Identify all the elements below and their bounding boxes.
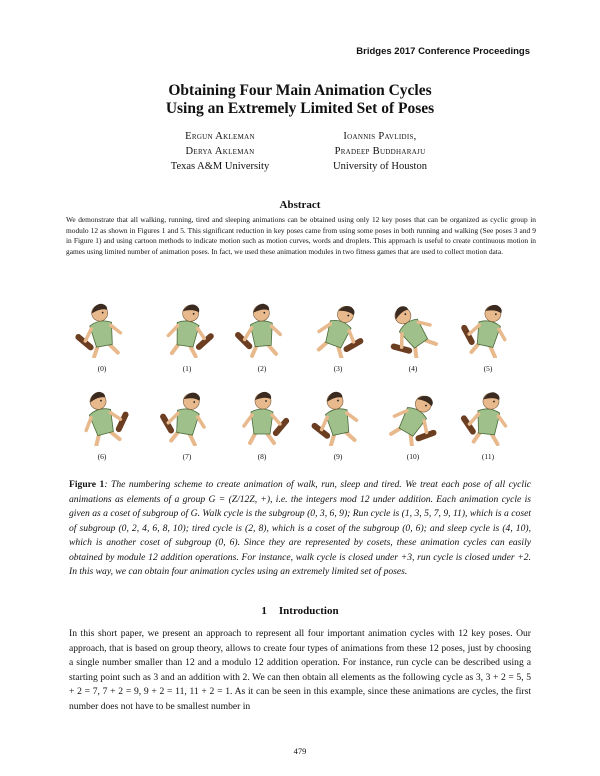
caption-label: Figure 1 — [69, 479, 105, 490]
figure-pose — [308, 388, 368, 463]
caveman-pose-icon — [458, 300, 518, 358]
caveman-pose-icon — [308, 300, 368, 358]
pose-label: (2) — [257, 364, 267, 373]
pose-label: (5) — [483, 364, 493, 373]
figure-pose — [72, 388, 132, 463]
figure-pose — [308, 300, 368, 375]
figure-pose — [383, 300, 443, 375]
caveman-pose-icon — [232, 388, 292, 446]
title-line-1: Obtaining Four Main Animation Cycles — [168, 82, 432, 99]
page-number: 479 — [293, 746, 307, 756]
author-affiliation: University of Houston — [333, 161, 427, 172]
caveman-pose-icon — [383, 388, 443, 446]
author-affiliation: Texas A&M University — [170, 161, 270, 172]
pose-label: (9) — [333, 452, 343, 461]
caveman-pose-icon — [458, 388, 518, 446]
body-paragraph: In this short paper, we present an approach to represent all four important animation cycles with 12 key poses. Our approach, that is based on group theory, allows to create four types of animations from these 12 poses, just by choosing a single number smaller than 12 and a modulo 12 addition operation. For instance, run cycle can be described using a starting point such as 3 and an addition with 2. We can then obtain all elements as the following cycle as 3, 3 + 2 = 5, 5 + 2 = 7, 7 + 2 = 9, 9 + 2 = 11, 11 + 2 = 1. As it can be seen in this example, since these animations are cycles, the first number does not have to be smallest number in — [69, 628, 531, 712]
section-title: Introduction — [278, 605, 339, 617]
abstract-text: We demonstrate that all walking, running, tired and sleeping animations can be obtained using only 12 key poses that can be organized as cyclic group in modulo 12 as shown in Figures 1 and 5. This significant reduction in key poses came from using some poses in both running and walking (See poses 3 and 9 in Figure 1) and using cartoon methods to indicate motion such as motion curves, words and droplets. This approach is useful to create continuous motion in games using limited number of animation poses. In fact, we used these animation modules in two fitness games that are used to collect motion data. — [66, 215, 536, 256]
conference-header: Bridges 2017 Conference Proceedings — [356, 46, 530, 57]
pose-label: (8) — [257, 452, 267, 461]
section-number: 1 — [261, 605, 267, 617]
figure-pose — [383, 388, 443, 463]
caveman-pose-icon — [383, 300, 443, 358]
pose-label: (1) — [182, 364, 192, 373]
pose-label: (11) — [481, 452, 495, 461]
pose-label: (7) — [182, 452, 192, 461]
caveman-pose-icon — [157, 300, 217, 358]
author-name: Ergun Akleman — [185, 131, 255, 142]
caveman-pose-icon — [308, 388, 368, 446]
author-block-right — [310, 129, 450, 174]
figure-pose — [458, 388, 518, 463]
caveman-pose-icon — [72, 388, 132, 446]
pose-label: (4) — [408, 364, 418, 373]
figure-pose — [232, 300, 292, 375]
section-heading — [0, 605, 600, 617]
pose-label: (10) — [406, 452, 420, 461]
paper-title — [0, 82, 600, 118]
pose-label: (3) — [333, 364, 343, 373]
abstract-heading: Abstract — [279, 199, 321, 211]
author-name: Pradeep Buddharaju — [334, 146, 426, 157]
figure-pose — [72, 300, 132, 375]
pose-label: (6) — [97, 452, 107, 461]
caveman-pose-icon — [157, 388, 217, 446]
figure-caption — [69, 478, 531, 580]
figure-pose — [157, 388, 217, 463]
figure-pose — [458, 300, 518, 375]
caption-text: : The numbering scheme to create animation of walk, run, sleep and tired. We treat each pose of all cyclic animations as elements of a group G = (Z/12Z, +), i.e. the integers mod 12 under addition. Each animation cycle is given as a coset of subgroup of G. Walk cycle is the subgroup (0, 3, 6, 9); Run cycle is (1, 3, 5, 7, 9, 11), which is a coset of subgroup (0, 2, 4, 6, 8, 10); tired cycle is (2, 8), which is a coset of the subgroup (0, 6); and sleep cycle is (4, 10), which is another coset of subgroup (0, 6). Since they are represented by cosets, these animation cycles can easily obtained by module 12 addition operations. For instance, walk cycle is closed under +3, run cycle is closed under +2. In this way, we can obtain four animation cycles using an extremely limited set of poses. — [69, 479, 531, 577]
title-line-2: Using an Extremely Limited Set of Poses — [165, 100, 435, 117]
author-name: Derya Akleman — [185, 146, 255, 157]
author-name: Ioannis Pavlidis, — [343, 131, 417, 142]
pose-label: (0) — [97, 364, 107, 373]
figure-pose — [232, 388, 292, 463]
caveman-pose-icon — [72, 300, 132, 358]
caveman-pose-icon — [232, 300, 292, 358]
figure-pose — [157, 300, 217, 375]
author-block-left — [150, 129, 290, 174]
